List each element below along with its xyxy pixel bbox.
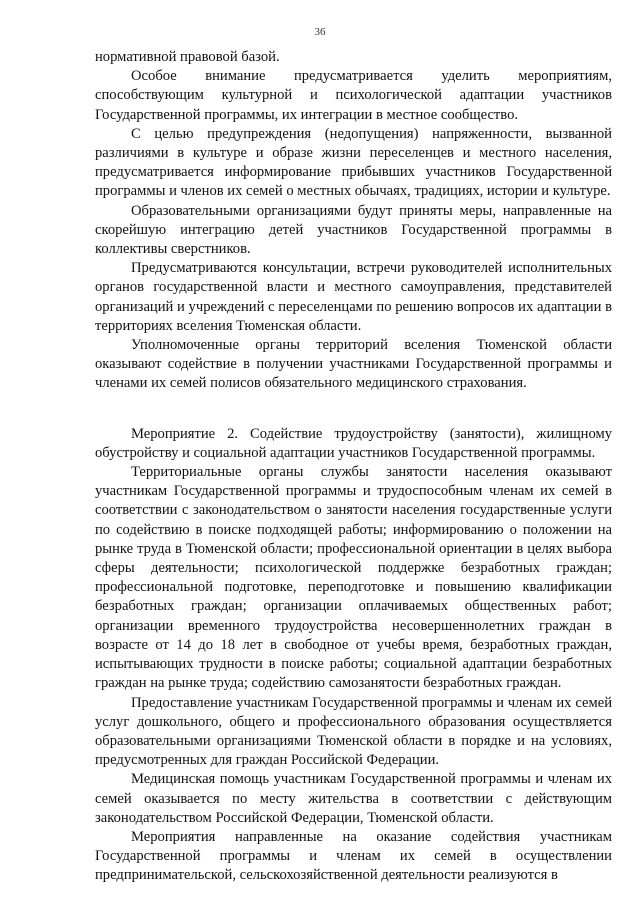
body-text [95, 48, 612, 886]
paragraph-medical-insurance: Уполномоченные органы территорий вселения Тюменской области оказывают содействие в получении участниками Государственной программы и членами их семей полисов обязательного медицинского страхования. [95, 337, 612, 392]
paragraph-children-integration: Образовательными организациями будут приняты меры, направленные на скорейшую интеграцию детей участников Государственной программы в коллективы сверстников. [95, 202, 612, 258]
page-number: 36 [314, 26, 326, 38]
paragraph-cultural-adaptation: Особое внимание предусматривается уделить мероприятиям, способствующим культурной и психологической адаптации участников Государственной программы, их интеграции в местное сообщество. [95, 68, 612, 123]
paragraph-employment-services: Территориальные органы службы занятости населения оказывают участникам Государственной программы и трудоспособным членам их семей в соответствии с законодательством о занятости населения государственные услуги по содействию в поиске подходящей работы; информированию о положении на рынке труда в Тюменской области; профессиональной ориентации в целях выбора сферы деятельности; психологической поддержке безработных граждан; профессиональной подготовке, переподготовке и повышению квалификации безработных граждан; организации оплачиваемых общественных работ; организации временного трудоустройства несовершеннолетних граждан в возрасте от 14 до 18 лет в свободное от учебы время, безработных граждан, испытывающих трудности в поиске работы; социальной адаптации безработных граждан на рынке труда; содействию самозанятости безработных граждан. [95, 464, 612, 692]
paragraph-measure-2-heading: Мероприятие 2. Содействие трудоустройству (занятости), жилищному обустройству и социальной адаптации участников Государственной программы. [95, 425, 612, 461]
paragraph-consultations: Предусматриваются консультации, встречи руководителей исполнительных органов государственной власти и местного самоуправления, представителей организаций и учреждений с переселенцами по решению вопросов их адаптации в территориях вселения Тюменская области. [95, 260, 612, 334]
paragraph-tension-prevention: С целью предупреждения (недопущения) напряженности, вызванной различиями в культуре и образе жизни переселенцев и местного населения, предусматривается информирование прибывших участников Государственной программы и членов их семей о местных обычаях, традициях, истории и культуре. [95, 125, 612, 200]
paragraph-entrepreneurship: Мероприятия направленные на оказание содействия участникам Государственной программы и членам их семей в осуществлении предпринимательской, сельскохозяйственной деятельности реализуются в [95, 828, 612, 884]
paragraph-continuation: нормативной правовой базой. [95, 49, 280, 65]
paragraph-medical-care: Медицинская помощь участникам Государственной программы и членам их семей оказывается по месту жительства в соответствии с действующим законодательством Российской Федерации, Тюменской области. [95, 771, 612, 826]
paragraph-education: Предоставление участникам Государственной программы и членам их семей услуг дошкольного, общего и профессионального образования осуществляется образовательными организациями Тюменской области в порядке и на условиях, предусмотренных для граждан Российской Федерации. [95, 694, 612, 769]
